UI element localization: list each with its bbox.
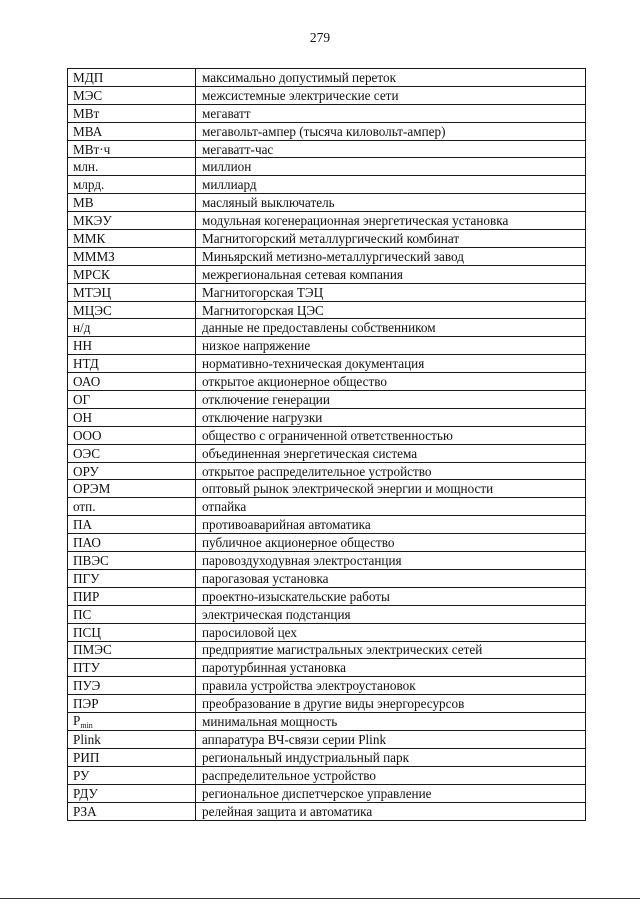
abbreviation-cell	[68, 301, 196, 319]
abbreviation-text: МТЭЦ	[73, 284, 112, 300]
abbreviation-text: МВ	[73, 195, 94, 211]
meaning-cell: межрегиональная сетевая компания	[196, 265, 586, 283]
meaning-cell: отключение генерации	[196, 391, 586, 409]
table-row	[68, 408, 586, 426]
abbreviation-cell	[68, 766, 196, 784]
abbreviation-text: МВт·ч	[73, 141, 111, 157]
abbreviation-text: МЭС	[73, 87, 103, 103]
page-number: 279	[309, 30, 331, 45]
abbreviation-text: ОГ	[73, 391, 91, 407]
meaning-cell: паросиловой цех	[196, 623, 586, 641]
meaning-cell: низкое напряжение	[196, 337, 586, 355]
abbreviation-cell	[68, 319, 196, 337]
abbreviation-cell	[68, 587, 196, 605]
abbreviation-cell	[68, 516, 196, 534]
meaning-cell: парогазовая установка	[196, 569, 586, 587]
abbreviation-text: МВА	[73, 123, 103, 139]
abbreviation-cell	[68, 140, 196, 158]
meaning-cell: отпайка	[196, 498, 586, 516]
table-row	[68, 301, 586, 319]
abbreviation-cell	[68, 534, 196, 552]
abbreviation-cell	[68, 605, 196, 623]
abbreviation-cell	[68, 104, 196, 122]
abbreviation-text: ММК	[73, 230, 106, 246]
meaning-cell: электрическая подстанция	[196, 605, 586, 623]
meaning-cell: мегаватт	[196, 104, 586, 122]
abbreviation-text: НТД	[73, 356, 99, 372]
abbreviation-cell	[68, 802, 196, 820]
meaning-cell: проектно-изыскательские работы	[196, 587, 586, 605]
table-row	[68, 104, 586, 122]
meaning-cell: Магнитогорская ТЭЦ	[196, 283, 586, 301]
table-row	[68, 695, 586, 713]
abbreviation-cell	[68, 480, 196, 498]
abbreviation-text: ОРЭМ	[73, 481, 111, 497]
abbreviation-text: МЦЭС	[73, 302, 112, 318]
abbreviation-text: ПСЦ	[73, 624, 101, 640]
meaning-cell: паровоздуходувная электростанция	[196, 552, 586, 570]
table-row	[68, 444, 586, 462]
abbreviation-text: МММЗ	[73, 248, 115, 264]
table-row	[68, 283, 586, 301]
abbreviation-text: ОН	[73, 409, 93, 425]
table-row	[68, 194, 586, 212]
meaning-cell: открытое акционерное общество	[196, 373, 586, 391]
meaning-cell: минимальная мощность	[196, 713, 586, 731]
abbreviation-cell	[68, 731, 196, 749]
abbreviation-cell	[68, 69, 196, 87]
abbreviation-text: ПАО	[73, 535, 101, 551]
meaning-cell: Миньярский метизно-металлургический завод	[196, 247, 586, 265]
abbreviation-text: ОРУ	[73, 463, 99, 479]
meaning-cell: региональное диспетчерское управление	[196, 784, 586, 802]
abbreviation-text: отп.	[73, 499, 96, 515]
abbreviation-text: ПВЭС	[73, 552, 109, 568]
abbreviation-cell	[68, 86, 196, 104]
table-row	[68, 247, 586, 265]
abbreviation-text: Plink	[73, 732, 101, 747]
abbreviation-text: ПМЭС	[73, 642, 112, 658]
abbreviation-cell	[68, 748, 196, 766]
meaning-cell: мегаватт-час	[196, 140, 586, 158]
abbreviation-text: ООО	[73, 427, 102, 443]
meaning-cell: модульная когенерационная энергетическая установка	[196, 212, 586, 230]
abbreviation-text: ОАО	[73, 374, 101, 390]
meaning-cell: аппаратура ВЧ-связи серии Plink	[196, 731, 586, 749]
table-row	[68, 355, 586, 373]
table-row	[68, 265, 586, 283]
abbreviation-text: МРСК	[73, 266, 110, 282]
abbreviation-cell	[68, 283, 196, 301]
table-row	[68, 69, 586, 87]
abbreviation-cell	[68, 695, 196, 713]
abbreviation-cell	[68, 713, 196, 731]
table-row	[68, 623, 586, 641]
table-row	[68, 122, 586, 140]
meaning-cell: распределительное устройство	[196, 766, 586, 784]
meaning-cell: Магнитогорский металлургический комбинат	[196, 230, 586, 248]
abbreviation-text: ОЭС	[73, 445, 101, 461]
table-row	[68, 498, 586, 516]
table-row	[68, 677, 586, 695]
table-row	[68, 212, 586, 230]
meaning-cell: паротурбинная установка	[196, 659, 586, 677]
meaning-cell: региональный индустриальный парк	[196, 748, 586, 766]
abbreviation-text: РИП	[73, 749, 100, 765]
meaning-cell: миллиард	[196, 176, 586, 194]
abbreviation-cell	[68, 408, 196, 426]
table-row	[68, 659, 586, 677]
meaning-cell: межсистемные электрические сети	[196, 86, 586, 104]
abbreviation-cell	[68, 784, 196, 802]
meaning-cell: Магнитогорская ЦЭС	[196, 301, 586, 319]
abbreviation-cell	[68, 677, 196, 695]
table-row	[68, 802, 586, 820]
abbreviation-cell	[68, 641, 196, 659]
abbreviation-cell	[68, 158, 196, 176]
meaning-cell: мегавольт-ампер (тысяча киловольт-ампер)	[196, 122, 586, 140]
abbreviations-table	[67, 68, 586, 821]
table-row	[68, 337, 586, 355]
footer-divider	[0, 898, 640, 899]
table-row	[68, 140, 586, 158]
table-row	[68, 176, 586, 194]
table-row	[68, 766, 586, 784]
table-row	[68, 480, 586, 498]
abbreviation-cell	[68, 426, 196, 444]
meaning-cell: объединенная энергетическая система	[196, 444, 586, 462]
abbreviation-cell	[68, 569, 196, 587]
table-row	[68, 748, 586, 766]
abbreviation-cell	[68, 623, 196, 641]
abbreviation-cell	[68, 444, 196, 462]
meaning-cell: предприятие магистральных электрических сетей	[196, 641, 586, 659]
abbreviation-cell	[68, 462, 196, 480]
abbreviation-cell	[68, 659, 196, 677]
abbreviation-text: ПИР	[73, 588, 100, 604]
table-row	[68, 713, 586, 731]
abbreviation-text: РЗА	[73, 803, 97, 819]
meaning-cell: данные не предоставлены собственником	[196, 319, 586, 337]
table-row	[68, 373, 586, 391]
meaning-cell: правила устройства электроустановок	[196, 677, 586, 695]
meaning-cell: максимально допустимый переток	[196, 69, 586, 87]
table-row	[68, 516, 586, 534]
table-row	[68, 534, 586, 552]
abbreviation-text: РУ	[73, 767, 90, 783]
abbreviation-cell	[68, 122, 196, 140]
table-row	[68, 587, 586, 605]
abbreviation-text: млн.	[73, 159, 99, 175]
table-row	[68, 552, 586, 570]
abbreviation-text: ПТУ	[73, 660, 100, 676]
table-row	[68, 426, 586, 444]
abbreviation-text: РДУ	[73, 785, 98, 801]
abbreviation-cell	[68, 355, 196, 373]
abbreviation-text: ПУЭ	[73, 678, 101, 694]
table-row	[68, 784, 586, 802]
abbreviation-cell	[68, 176, 196, 194]
abbreviation-text: НН	[73, 338, 93, 354]
abbreviation-cell	[68, 265, 196, 283]
meaning-cell: миллион	[196, 158, 586, 176]
abbreviation-text: МВт	[73, 105, 100, 121]
abbreviation-text: ПГУ	[73, 570, 100, 586]
meaning-cell: релейная защита и автоматика	[196, 802, 586, 820]
abbreviation-cell	[68, 391, 196, 409]
abbreviation-cell	[68, 552, 196, 570]
abbreviation-text: P	[73, 713, 81, 729]
abbreviation-cell	[68, 498, 196, 516]
meaning-cell: отключение нагрузки	[196, 408, 586, 426]
table-row	[68, 731, 586, 749]
abbreviation-cell	[68, 212, 196, 230]
meaning-cell: оптовый рынок электрической энергии и мощности	[196, 480, 586, 498]
abbreviation-cell	[68, 230, 196, 248]
meaning-cell: масляный выключатель	[196, 194, 586, 212]
table-row	[68, 605, 586, 623]
abbreviation-text: ПС	[73, 606, 92, 622]
abbreviation-subscript: min	[80, 721, 93, 731]
table-row	[68, 86, 586, 104]
abbreviation-text: ПЭР	[73, 696, 99, 712]
meaning-cell: публичное акционерное общество	[196, 534, 586, 552]
meaning-cell: противоаварийная автоматика	[196, 516, 586, 534]
table-row	[68, 641, 586, 659]
table-row	[68, 391, 586, 409]
abbreviation-cell	[68, 247, 196, 265]
abbreviation-text: МДП	[73, 69, 104, 85]
meaning-cell: преобразование в другие виды энергоресурсов	[196, 695, 586, 713]
table-row	[68, 569, 586, 587]
table-row	[68, 230, 586, 248]
abbreviations-table-body	[68, 69, 586, 821]
table-row	[68, 319, 586, 337]
meaning-cell: открытое распределительное устройство	[196, 462, 586, 480]
abbreviation-text: н/д	[73, 320, 91, 336]
abbreviation-cell	[68, 337, 196, 355]
meaning-cell: нормативно-техническая документация	[196, 355, 586, 373]
table-row	[68, 158, 586, 176]
abbreviation-cell	[68, 373, 196, 391]
abbreviation-cell	[68, 194, 196, 212]
table-row	[68, 462, 586, 480]
abbreviation-text: млрд.	[73, 177, 105, 193]
abbreviation-text: МКЭУ	[73, 213, 112, 229]
abbreviation-text: ПА	[73, 517, 93, 533]
meaning-cell: общество с ограниченной ответственностью	[196, 426, 586, 444]
